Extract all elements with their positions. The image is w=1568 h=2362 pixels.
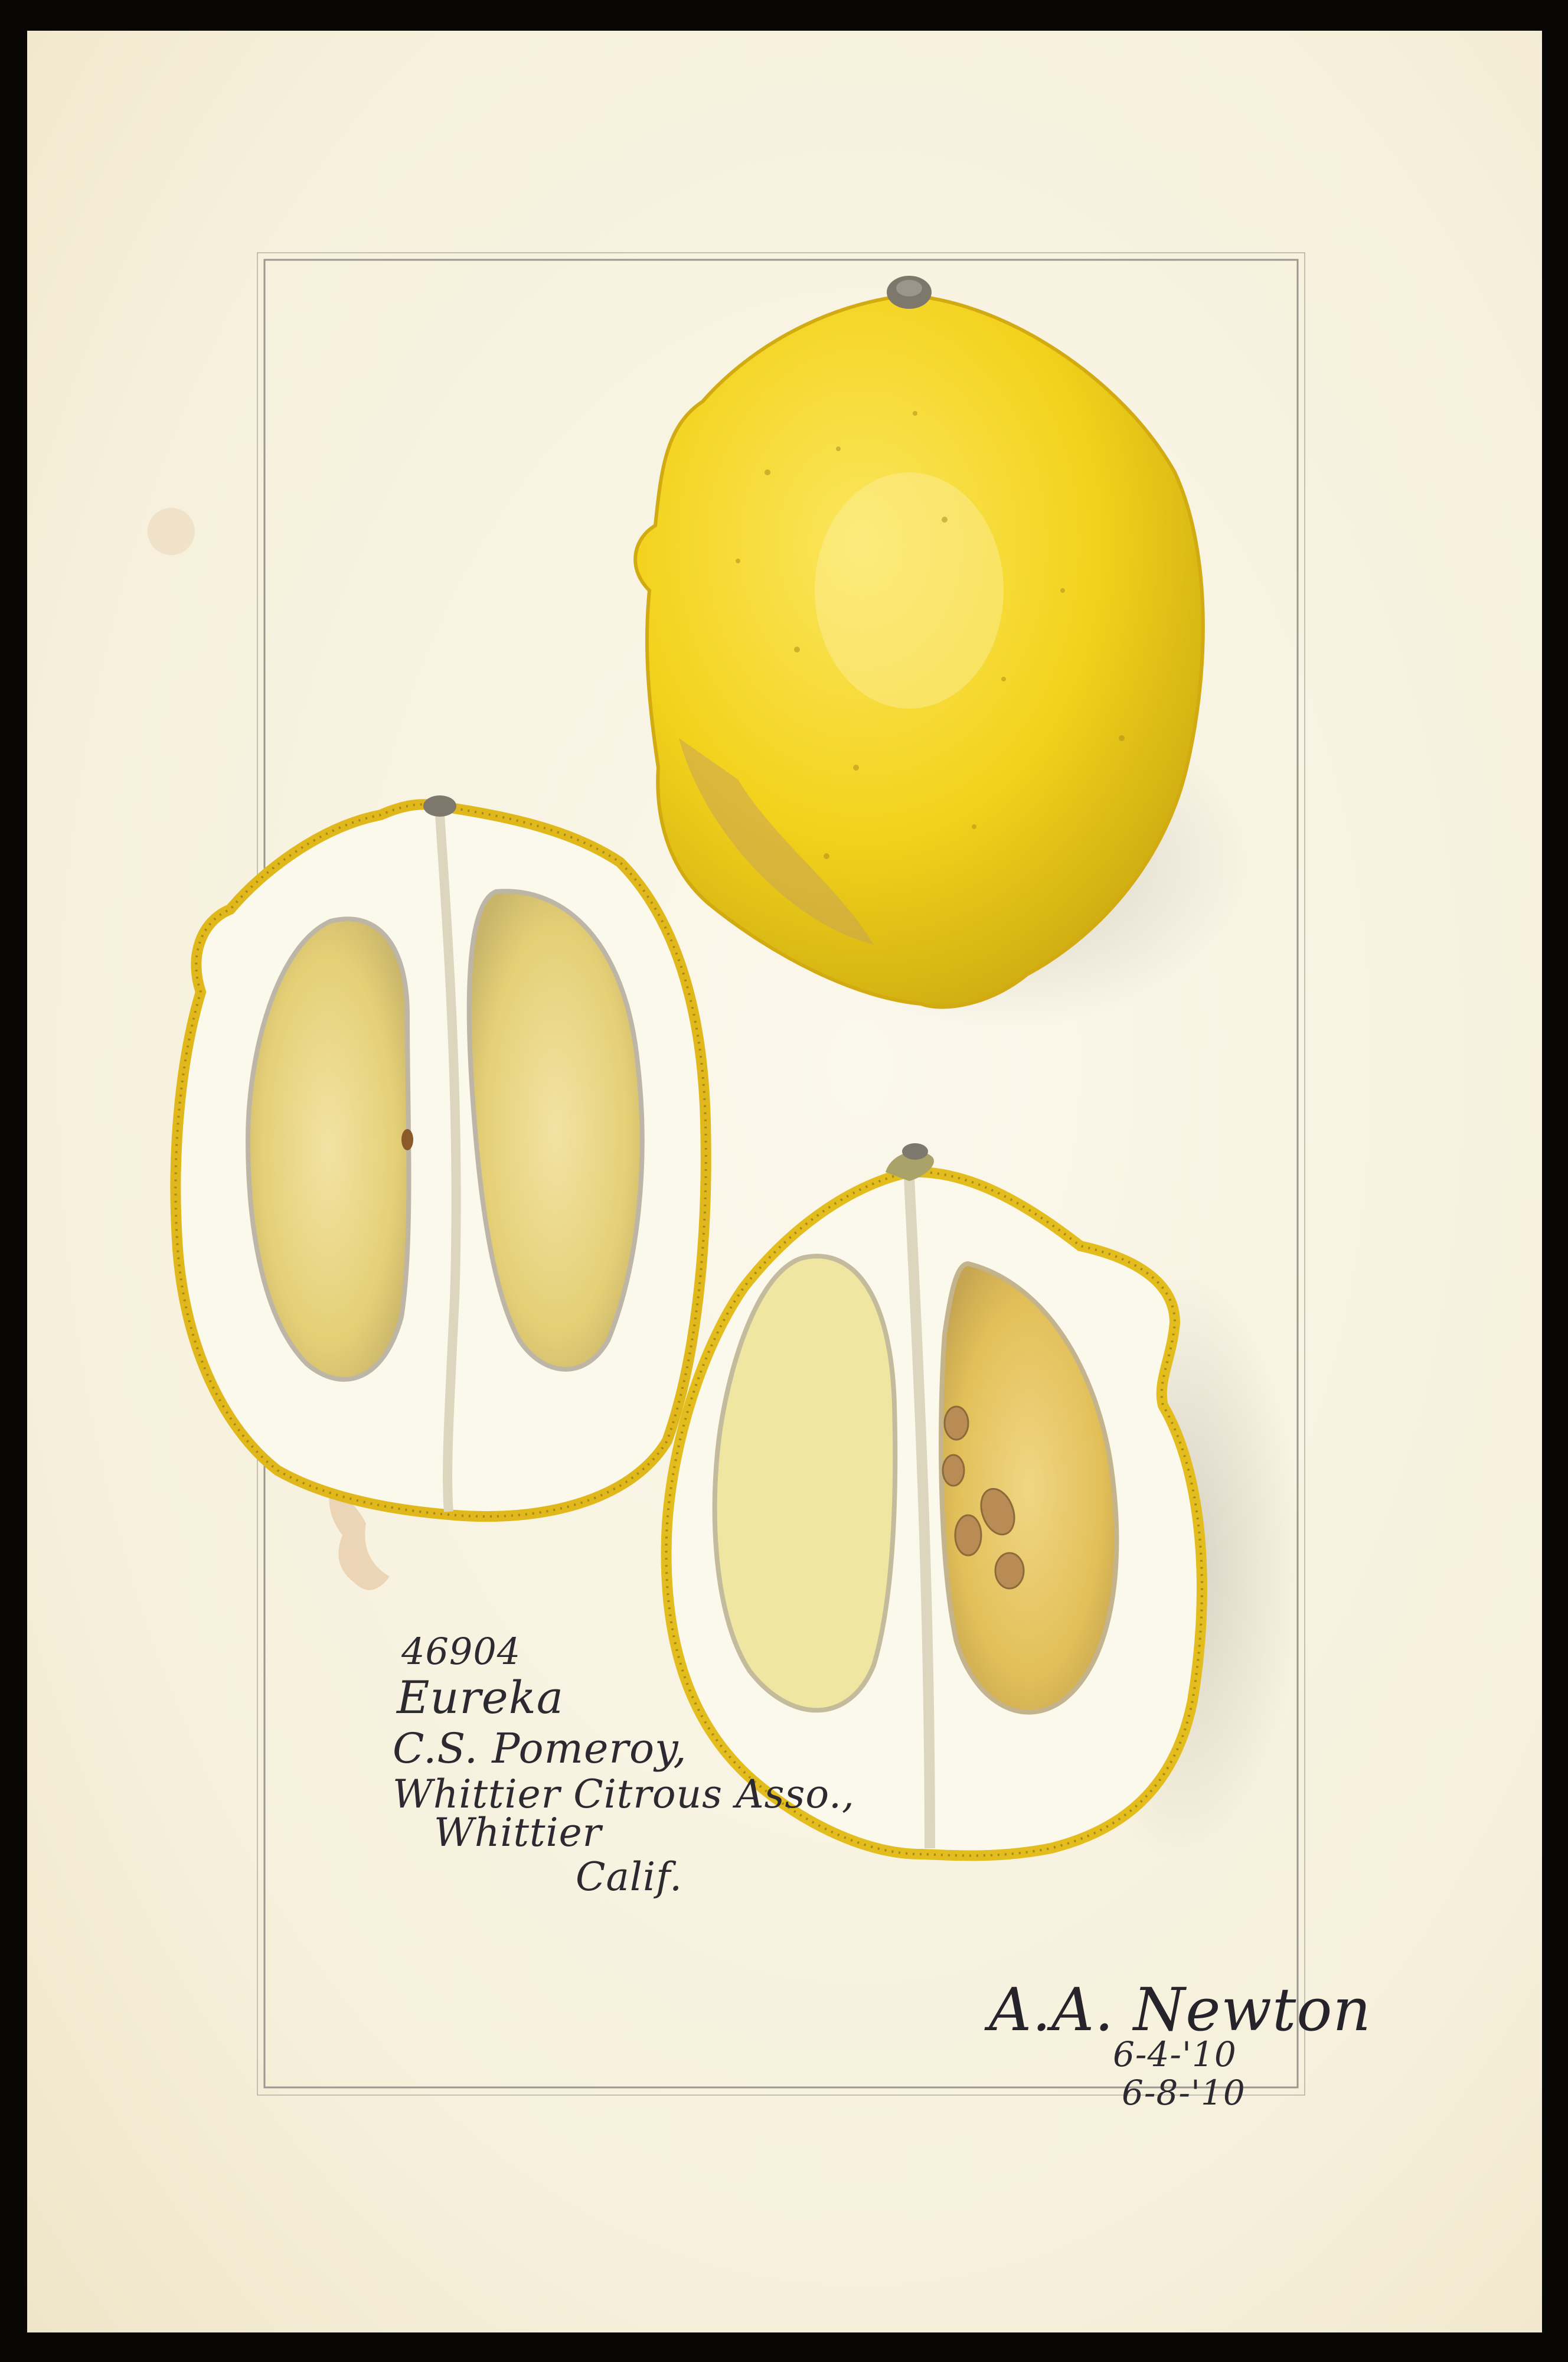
lemon-half-section-icon [175,795,705,1516]
signature-date-1: 6-4-'10 [1113,2034,1237,2074]
lemon-half-section-with-seeds-icon [667,1143,1202,1856]
town-name: Whittier [434,1810,602,1855]
association-name: Whittier Citrous Asso., [393,1772,855,1817]
grower-name: C.S. Pomeroy, [393,1724,687,1773]
variety-name: Eureka [397,1671,564,1724]
whole-lemon-icon [635,276,1203,1007]
accession-number: 46904 [401,1630,521,1673]
artist-signature: A.A. Newton [989,1975,1371,2044]
state-name: Calif. [576,1854,683,1900]
signature-date-2: 6-8-'10 [1122,2073,1246,2113]
